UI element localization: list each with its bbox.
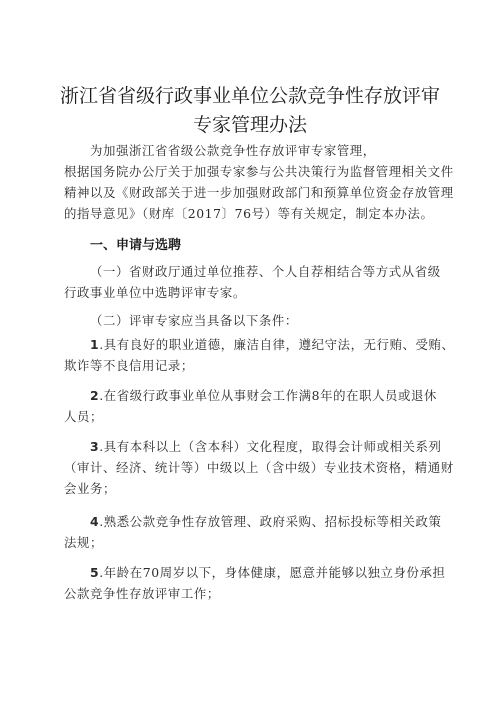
item-line: 欺诈等不良信用记录； — [64, 358, 194, 373]
condition-item-2 — [64, 385, 454, 427]
item-text: .具有良好的职业道德，廉洁自律，遵纪守法，无行贿、受贿、 — [99, 337, 455, 352]
paragraph-line: 行政事业单位中选聘评审专家。 — [64, 285, 246, 300]
item-line — [64, 562, 454, 583]
item-text: .在省级行政事业单位从事财会工作满8年的在职人员或退休 — [99, 388, 438, 403]
item-line — [64, 385, 454, 406]
document-title-line-1: 浙江省省级行政事业单位公款竞争性存放评审 — [59, 85, 440, 107]
item-text: .年龄在70周岁以下，身体健康，愿意并能够以独立身份承担 — [99, 565, 446, 580]
document-title-line-2: 专家管理办法 — [192, 114, 307, 136]
intro-line: 的指导意见》（财库〔2017〕76号）等有关规定，制定本办法。 — [64, 206, 434, 221]
paragraph-line: （二）评审专家应当具备以下条件： — [90, 313, 298, 328]
intro-line: 根据国务院办公厅关于加强专家参与公共决策行为监督管理相关文件 — [64, 164, 454, 179]
intro-paragraph — [64, 140, 454, 224]
item-number: 1 — [90, 337, 100, 352]
item-text: .熟悉公款竞争性存放管理、政府采购、招标投标等相关政策 — [99, 514, 442, 529]
item-number: 3 — [90, 439, 100, 454]
item-line: 法规； — [64, 535, 103, 550]
item-line: 会业务； — [64, 481, 116, 496]
section1-paragraph-1 — [64, 261, 454, 303]
condition-item-1 — [64, 334, 454, 376]
condition-item-4 — [64, 511, 454, 553]
item-line — [64, 436, 454, 457]
section-heading: 一、申请与选聘 — [90, 238, 182, 253]
item-line: （审计、经济、统计等）中级以上（含中级）专业技术资格，精通财 — [64, 460, 454, 475]
intro-line: 为加强浙江省省级公款竞争性存放评审专家管理， — [90, 143, 376, 158]
condition-item-5 — [64, 562, 454, 604]
section1-paragraph-2 — [64, 310, 454, 331]
item-line: 公款竞争性存放评审工作； — [64, 586, 220, 601]
item-line: 人员； — [64, 409, 103, 424]
condition-item-3 — [64, 436, 454, 499]
item-text: .具有本科以上（含本科）文化程度，取得会计师或相关系列 — [99, 439, 442, 454]
item-number: 2 — [90, 388, 100, 403]
item-line — [64, 511, 454, 532]
item-number: 5 — [90, 565, 100, 580]
item-number: 4 — [90, 514, 100, 529]
paragraph-line: （一）省财政厅通过单位推荐、个人自荐相结合等方式从省级 — [90, 264, 441, 279]
intro-line: 精神以及《财政部关于进一步加强财政部门和预算单位资金存放管理 — [64, 185, 454, 200]
item-line — [64, 334, 454, 355]
